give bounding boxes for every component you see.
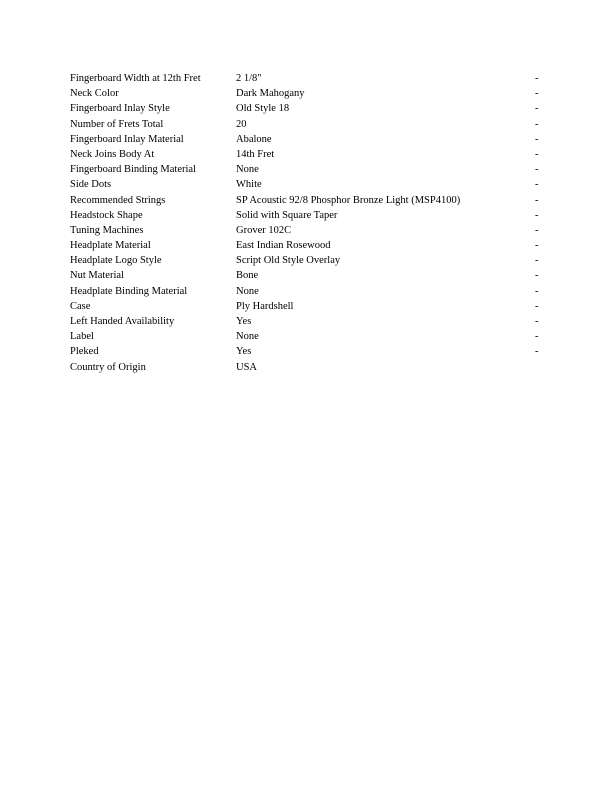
spec-value: 20 xyxy=(236,118,247,130)
spec-label: Recommended Strings xyxy=(70,194,166,206)
spec-value: Ply Hardshell xyxy=(236,300,294,312)
spec-row xyxy=(70,193,570,208)
spec-value: 14th Fret xyxy=(236,148,275,160)
spec-label: Headplate Binding Material xyxy=(70,285,188,297)
spec-row xyxy=(70,101,570,116)
spec-row xyxy=(70,238,570,253)
spec-label: Fingerboard Width at 12th Fret xyxy=(70,73,201,84)
spec-label: Number of Frets Total xyxy=(70,118,164,130)
spec-row xyxy=(70,329,570,344)
spec-row xyxy=(70,208,570,223)
spec-dash: - xyxy=(535,209,539,221)
spec-label: Headstock Shape xyxy=(70,209,143,221)
spec-dash: - xyxy=(535,270,539,282)
spec-value: Bone xyxy=(236,270,259,282)
spec-value: None xyxy=(236,285,259,297)
spec-label: Tuning Machines xyxy=(70,224,144,236)
spec-value: White xyxy=(236,179,262,191)
spec-value: 2 1/8" xyxy=(236,73,262,84)
spec-dash: - xyxy=(535,240,539,252)
spec-value: Yes xyxy=(236,316,252,327)
spec-value: Yes xyxy=(236,346,252,358)
spec-row xyxy=(70,223,570,238)
spec-value: Grover 102C xyxy=(236,224,292,236)
spec-dash: - xyxy=(535,300,539,312)
spec-label: Fingerboard Inlay Style xyxy=(70,103,170,115)
spec-row xyxy=(70,86,570,101)
spec-label: Fingerboard Inlay Material xyxy=(70,133,184,145)
spec-row xyxy=(70,177,570,192)
spec-dash: - xyxy=(535,224,539,236)
spec-row xyxy=(70,147,570,162)
spec-dash: - xyxy=(535,194,539,206)
spec-dash: - xyxy=(535,316,539,327)
spec-value: Old Style 18 xyxy=(236,103,290,115)
spec-value: None xyxy=(236,164,259,176)
spec-value: Solid with Square Taper xyxy=(236,209,338,221)
spec-label: Headplate Logo Style xyxy=(70,255,162,267)
spec-label: Nut Material xyxy=(70,270,124,282)
spec-label: Label xyxy=(70,331,94,343)
spec-dash: - xyxy=(535,346,539,358)
spec-row xyxy=(70,253,570,268)
spec-dash: - xyxy=(535,88,539,100)
spec-label: Pleked xyxy=(70,346,99,358)
spec-dash: - xyxy=(535,118,539,130)
spec-value: Script Old Style Overlay xyxy=(236,255,341,267)
spec-dash: - xyxy=(535,148,539,160)
spec-value: Dark Mahogany xyxy=(236,88,305,100)
spec-value: None xyxy=(236,331,259,343)
spec-value: SP Acoustic 92/8 Phosphor Bronze Light (MSP4100) xyxy=(236,194,461,206)
spec-table xyxy=(70,71,570,375)
spec-dash: - xyxy=(535,73,539,84)
spec-value: USA xyxy=(236,361,258,373)
spec-label: Headplate Material xyxy=(70,240,151,252)
spec-label: Side Dots xyxy=(70,179,112,191)
spec-label: Left Handed Availability xyxy=(70,316,175,327)
spec-dash: - xyxy=(535,331,539,343)
spec-row xyxy=(70,117,570,132)
spec-row xyxy=(70,268,570,283)
spec-row xyxy=(70,314,570,329)
spec-row xyxy=(70,344,570,359)
spec-row xyxy=(70,299,570,314)
spec-label: Neck Color xyxy=(70,88,119,100)
spec-row xyxy=(70,132,570,147)
spec-dash: - xyxy=(535,255,539,267)
spec-row xyxy=(70,162,570,177)
spec-label: Country of Origin xyxy=(70,361,146,373)
spec-label: Case xyxy=(70,300,91,312)
spec-row xyxy=(70,71,570,86)
spec-label: Fingerboard Binding Material xyxy=(70,164,196,176)
spec-dash: - xyxy=(535,133,539,145)
spec-label: Neck Joins Body At xyxy=(70,148,155,160)
spec-row xyxy=(70,284,570,299)
spec-dash: - xyxy=(535,103,539,115)
spec-dash: - xyxy=(535,285,539,297)
spec-dash: - xyxy=(535,179,539,191)
spec-value: East Indian Rosewood xyxy=(236,240,331,252)
spec-value: Abalone xyxy=(236,133,272,145)
spec-dash: - xyxy=(535,164,539,176)
spec-row xyxy=(70,360,570,375)
